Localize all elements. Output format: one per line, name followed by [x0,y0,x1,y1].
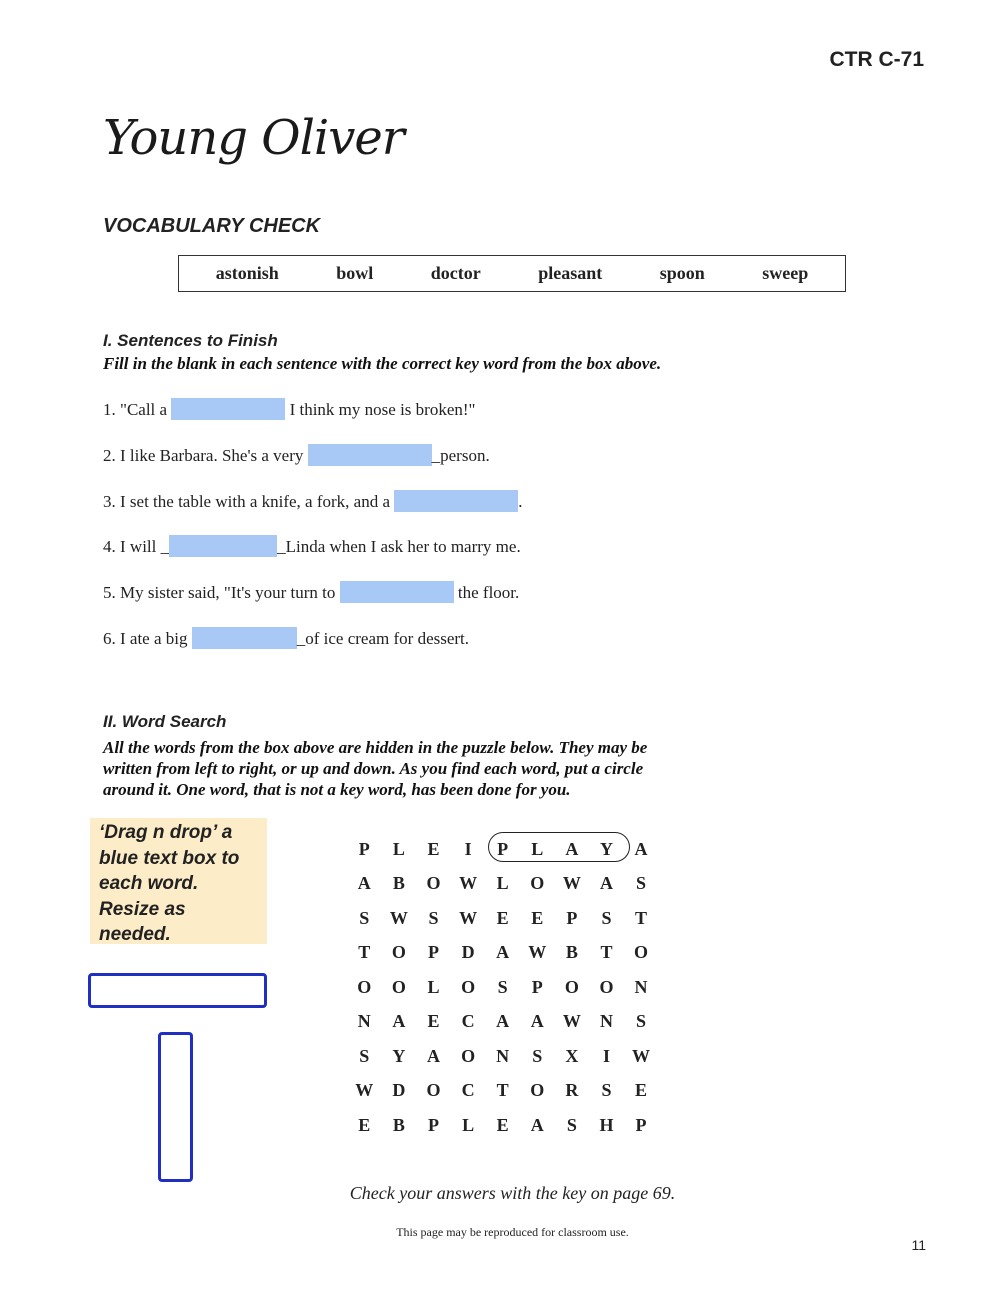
grid-letter[interactable]: S [359,907,370,928]
hint-line: ‘Drag n drop’ a [99,822,233,843]
grid-letter[interactable]: S [601,1080,612,1101]
grid-letter[interactable]: E [427,838,440,859]
grid-letter[interactable]: O [461,1045,476,1066]
key-word: sweep [762,263,809,283]
grid-letter[interactable]: W [355,1080,374,1101]
grid-letter[interactable]: A [530,1114,544,1135]
sentence-text: 3. I set the table with a knife, a fork, and a [103,492,395,511]
grid-letter[interactable]: O [530,1080,545,1101]
grid-row [347,1005,658,1040]
grid-letter[interactable]: S [566,1114,577,1135]
answer-key-note: Check your answers with the key on page 69. [349,1183,676,1203]
grid-letter[interactable]: P [358,838,370,859]
key-word: bowl [336,263,374,283]
grid-letter[interactable]: Y [599,838,613,859]
page-number: 11 [911,1237,926,1253]
key-word: pleasant [538,263,603,283]
grid-letter[interactable]: O [391,976,406,997]
sentence-4 [103,535,521,557]
grid-letter[interactable]: A [530,1011,544,1032]
grid-row [347,936,658,971]
word-search-grid [347,832,658,1143]
grid-letter[interactable]: Y [392,1045,406,1066]
grid-letter[interactable]: W [459,873,478,894]
grid-letter[interactable]: L [392,838,405,859]
grid-letter[interactable]: N [634,976,648,997]
hint-line: blue text box to [99,847,240,869]
grid-letter[interactable]: A [426,1045,440,1066]
sentence-5 [103,581,519,603]
hint-line: needed. [99,924,171,945]
sentence-text: I think my nose is broken!" [285,400,476,419]
grid-letter[interactable]: A [599,873,613,894]
grid-letter[interactable]: A [496,1011,510,1032]
grid-letter[interactable]: N [357,1011,371,1032]
grid-letter[interactable]: E [635,1080,648,1101]
sentence-text: . [518,492,523,511]
sentence-text: 6. I ate a big [103,629,192,648]
grid-letter[interactable]: T [358,942,371,963]
grid-letter[interactable]: S [532,1045,543,1066]
section-1-instructions: Fill in the blank in each sentence with the correct key word from the box above. [103,354,662,373]
sentence-text: _person. [431,446,490,465]
grid-letter[interactable]: I [464,838,472,859]
grid-row [347,867,658,902]
vertical-marker-box[interactable] [158,1032,193,1182]
grid-letter[interactable]: W [528,942,547,963]
grid-letter[interactable]: A [565,838,579,859]
grid-letter[interactable]: B [392,1114,405,1135]
key-word: astonish [215,263,279,283]
grid-letter[interactable]: C [461,1080,475,1101]
grid-letter[interactable]: E [358,1114,371,1135]
grid-letter[interactable]: O [357,976,372,997]
grid-letter[interactable]: W [459,907,478,928]
grid-letter[interactable]: H [599,1114,614,1135]
answer-blank[interactable] [394,490,518,512]
section-2-title: II. Word Search [103,712,227,731]
reproduction-note: This page may be reproduced for classroom use. [396,1225,629,1239]
grid-letter[interactable]: O [530,873,545,894]
grid-letter[interactable]: I [602,1045,610,1066]
sentence-text: _Linda when I ask her to marry me. [277,537,521,556]
grid-letter[interactable]: N [496,1045,510,1066]
grid-row [347,970,658,1005]
grid-letter[interactable]: E [496,907,509,928]
grid-letter[interactable]: O [391,942,406,963]
grid-letter[interactable]: B [392,873,405,894]
grid-letter[interactable]: E [496,1114,509,1135]
vocabulary-heading: VOCABULARY CHECK [103,215,321,237]
grid-letter[interactable]: T [496,1080,509,1101]
sentence-3 [103,490,523,512]
sentence-2 [103,444,490,466]
grid-row [347,1074,658,1109]
page-title: Young Oliver [103,110,404,166]
key-word-box [178,255,846,292]
grid-letter[interactable]: A [392,1011,406,1032]
sentence-text: 4. I will _ [103,537,170,556]
hint-line: each word. [99,873,199,894]
grid-letter[interactable]: P [427,942,439,963]
grid-letter[interactable]: S [636,873,647,894]
grid-letter[interactable]: W [562,1011,581,1032]
grid-row [347,1108,658,1143]
sentence-1 [103,398,475,420]
key-word: spoon [659,263,705,283]
answer-blank[interactable] [308,444,432,466]
grid-letter[interactable]: P [497,838,509,859]
grid-letter[interactable]: R [565,1080,579,1101]
grid-letter[interactable]: O [426,873,441,894]
grid-row [347,1039,658,1074]
grid-letter[interactable]: W [389,907,408,928]
grid-letter[interactable]: S [497,976,508,997]
grid-letter[interactable]: N [599,1011,613,1032]
grid-letter[interactable]: O [426,1080,441,1101]
grid-row [347,901,658,936]
grid-letter[interactable]: P [566,907,578,928]
grid-letter[interactable]: A [496,942,510,963]
grid-letter[interactable]: W [562,873,581,894]
grid-letter[interactable]: L [531,838,544,859]
grid-letter[interactable]: E [427,1011,440,1032]
grid-letter[interactable]: O [564,976,579,997]
instruction-line: All the words from the box above are hidden in the puzzle below. They may be [103,738,648,757]
example-circle-play [488,832,630,862]
document-code: CTR C-71 [829,48,924,71]
grid-letter[interactable]: S [636,1011,647,1032]
grid-letter[interactable]: L [462,1114,475,1135]
drag-drop-hint [90,818,267,944]
grid-letter[interactable]: O [634,942,649,963]
grid-letter[interactable]: C [461,1011,475,1032]
grid-letter[interactable]: A [634,838,648,859]
sentence-6 [103,627,469,649]
sentence-text: 2. I like Barbara. She's a very [103,446,308,465]
grid-letter[interactable]: S [601,907,612,928]
grid-letter[interactable]: W [632,1045,651,1066]
grid-letter[interactable]: O [599,976,614,997]
grid-letter[interactable]: D [461,942,475,963]
grid-letter[interactable]: S [428,907,439,928]
grid-letter[interactable]: L [496,873,509,894]
section-1-title: I. Sentences to Finish [103,331,278,350]
instruction-line: around it. One word, that is not a key word, has been done for you. [103,780,571,799]
grid-letter[interactable]: L [427,976,440,997]
answer-blank[interactable] [340,581,454,603]
horizontal-marker-box[interactable] [88,973,267,1008]
sentence-text: 1. "Call a [103,400,172,419]
grid-letter[interactable]: T [600,942,613,963]
grid-letter[interactable]: P [635,1114,647,1135]
grid-letter[interactable]: P [531,976,543,997]
grid-letter[interactable]: O [461,976,476,997]
grid-letter[interactable]: P [427,1114,439,1135]
sentence-text: the floor. [453,583,520,602]
key-word: doctor [430,263,481,283]
hint-line: Resize as [99,898,186,920]
grid-letter[interactable]: B [565,942,578,963]
grid-letter[interactable]: D [392,1080,406,1101]
sentence-text: 5. My sister said, "It's your turn to [103,583,340,602]
answer-blank[interactable] [169,535,277,557]
grid-letter[interactable]: E [531,907,544,928]
answer-blank[interactable] [171,398,285,420]
grid-letter[interactable]: T [635,907,648,928]
grid-letter[interactable]: X [565,1045,579,1066]
instruction-line: written from left to right, or up and down. As you find each word, put a circle [103,759,644,778]
grid-letter[interactable]: S [359,1045,370,1066]
grid-letter[interactable]: A [357,873,371,894]
sentence-text: _of ice cream for dessert. [296,629,470,648]
answer-blank[interactable] [192,627,297,649]
section-2-instructions [103,737,647,800]
